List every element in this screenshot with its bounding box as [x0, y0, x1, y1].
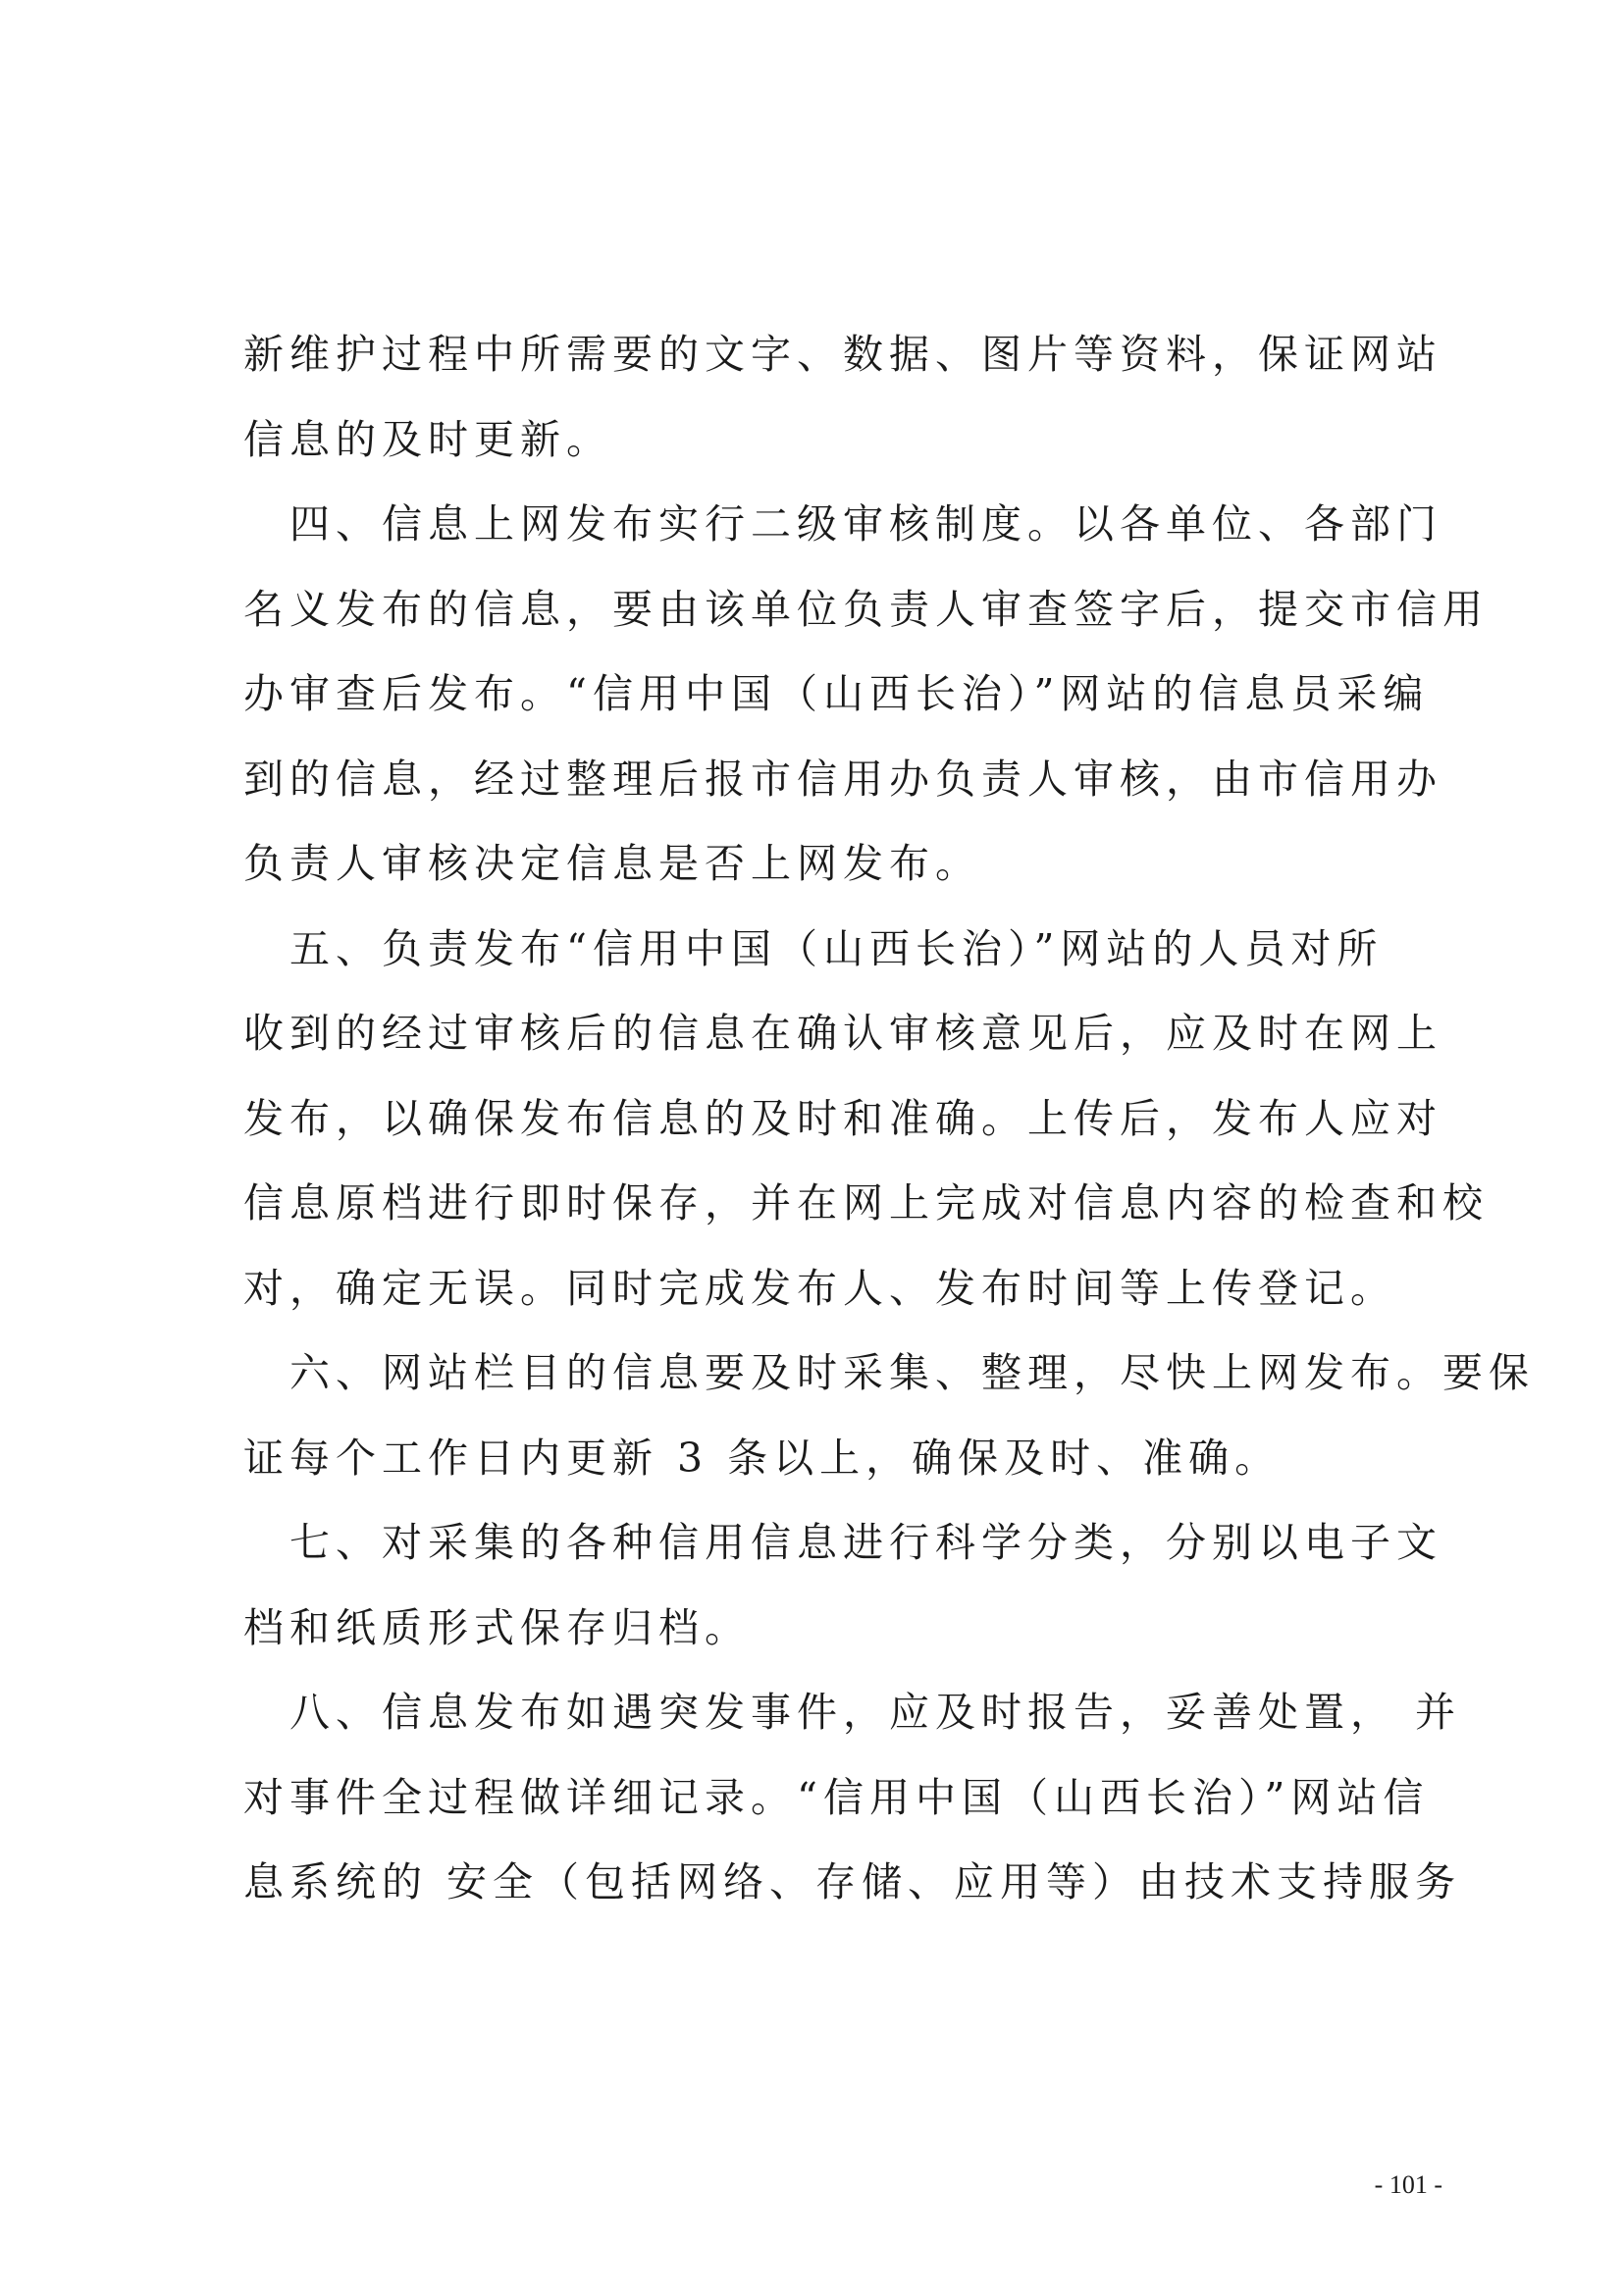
- text-line: 对事件全过程做详细记录。“信用中国（山西长治）”网站信: [243, 1773, 1430, 1821]
- text-line: 档和纸质形式保存归档。: [243, 1603, 751, 1651]
- text-line: 对，确定无误。同时完成发布人、发布时间等上传登记。: [243, 1264, 1396, 1312]
- text-line: 发布，以确保发布信息的及时和准确。上传后，发布人应对: [243, 1094, 1442, 1142]
- text-line: 七、对采集的各种信用信息进行科学分类，分别以电子文: [243, 1519, 1442, 1566]
- text-line: 信息原档进行即时保存，并在网上完成对信息内容的检查和校: [243, 1179, 1489, 1226]
- text-line: 息系统的 安全（包括网络、存储、应用等）由技术支持服务: [243, 1858, 1462, 1905]
- text-line: 六、网站栏目的信息要及时采集、整理，尽快上网发布。要保: [243, 1349, 1535, 1396]
- text-line: 证每个工作日内更新 3 条以上，确保及时、准确。: [243, 1434, 1282, 1482]
- page-number: - 101 -: [1374, 2170, 1442, 2199]
- text-line: 到的信息，经过整理后报市信用办负责人审核，由市信用办: [243, 755, 1442, 803]
- text-line: 信息的及时更新。: [243, 415, 612, 463]
- text-line: 收到的经过审核后的信息在确认审核意见后，应及时在网上: [243, 1010, 1442, 1057]
- text-line: 新维护过程中所需要的文字、数据、图片等资料，保证网站: [243, 331, 1442, 378]
- text-line: 办审查后发布。“信用中国（山西长治）”网站的信息员采编: [243, 670, 1430, 717]
- body-text: [243, 312, 1535, 1925]
- text-line: 五、负责发布“信用中国（山西长治）”网站的人员对所: [243, 924, 1384, 972]
- text-line: 八、信息发布如遇突发事件，应及时报告，妥善处置， 并: [243, 1689, 1462, 1736]
- text-line: 名义发布的信息，要由该单位负责人审查签字后，提交市信用: [243, 585, 1489, 633]
- text-line: 负责人审核决定信息是否上网发布。: [243, 840, 981, 887]
- text-line: 四、信息上网发布实行二级审核制度。以各单位、各部门: [243, 500, 1442, 548]
